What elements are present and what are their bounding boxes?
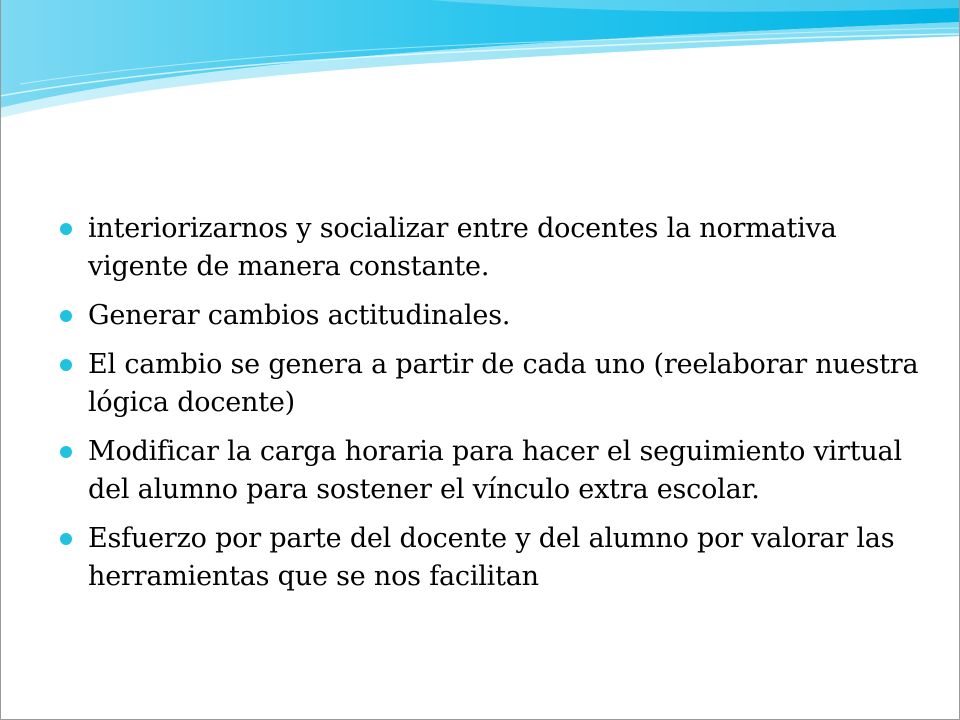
bullet-text: Modificar la carga horaria para hacer el seguimiento virtual del alumno para sostener el vínculo extra escolar. bbox=[88, 436, 902, 505]
header-wave-decoration bbox=[0, 0, 960, 130]
bullet-item bbox=[60, 210, 920, 286]
slide-border-left bbox=[0, 0, 1, 720]
bullet-text: El cambio se genera a partir de cada uno (reelaborar nuestra lógica docente) bbox=[88, 349, 919, 418]
bullet-text: Generar cambios actitudinales. bbox=[88, 300, 511, 331]
bullet-text: interiorizarnos y socializar entre docentes la normativa vigente de manera constante. bbox=[88, 213, 837, 282]
bullet-dot-icon bbox=[60, 310, 72, 322]
bullet-item bbox=[60, 297, 920, 335]
bullet-text: Esfuerzo por parte del docente y del alumno por valorar las herramientas que se nos facilitan bbox=[88, 523, 895, 592]
bullet-item bbox=[60, 433, 920, 509]
bullet-dot-icon bbox=[60, 223, 72, 235]
bullet-dot-icon bbox=[60, 533, 72, 545]
bullet-list bbox=[60, 210, 920, 607]
bullet-dot-icon bbox=[60, 446, 72, 458]
bullet-item bbox=[60, 346, 920, 422]
bullet-item bbox=[60, 520, 920, 596]
bullet-dot-icon bbox=[60, 359, 72, 371]
